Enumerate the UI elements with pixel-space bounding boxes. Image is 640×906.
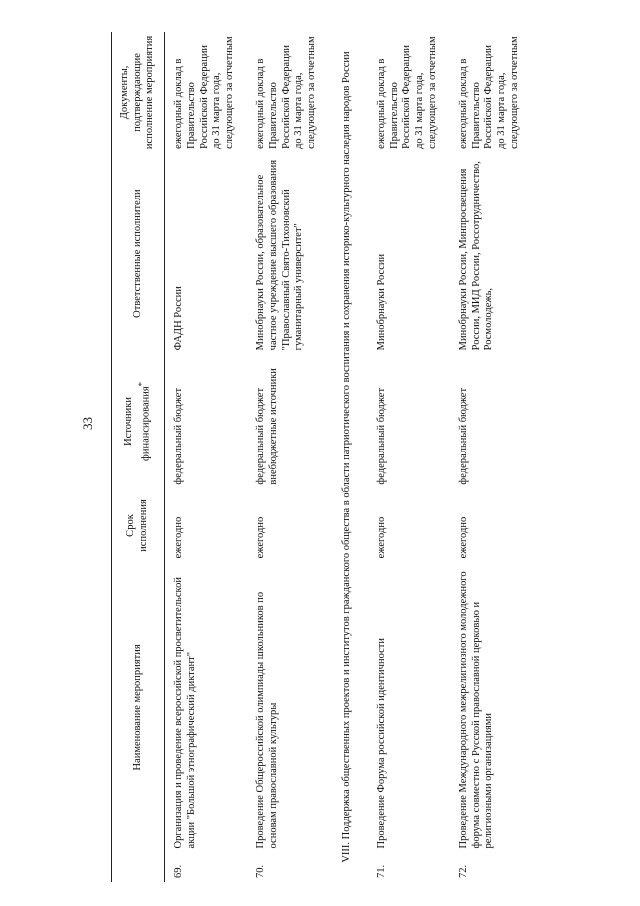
header-documents: Документы, подтверждающие исполнение мероприятия	[112, 32, 165, 153]
header-name: Наименование мероприятия	[112, 562, 165, 852]
row-number: 71.	[375, 864, 387, 878]
header-sources-label: Источники финансирования	[122, 386, 152, 461]
table-header-row	[112, 32, 165, 882]
table-row	[165, 32, 247, 882]
row-name: Проведение Форума российской идентичности	[375, 638, 387, 849]
section-title: VIII. Поддержка общественных проектов и институтов гражданского общества в области патриотического воспитания и сохранения историко-культурного наследия народов России	[340, 51, 352, 863]
row-term: ежегодно	[457, 516, 469, 559]
row-documents: ежегодный доклад в Правительство Российской Федерации до 31 марта года, следующего за отчетным	[457, 36, 520, 149]
row-executors: Минобрнауки России, Минпросвещения России, МИД России, Россотрудничество, Росмолодежь,	[457, 161, 495, 351]
row-sources: федеральный бюджет внебюджетные источники	[254, 368, 279, 485]
row-number: 69.	[173, 864, 184, 878]
header-sources-footnote-mark: *	[135, 381, 146, 387]
row-sources: федеральный бюджет	[375, 387, 387, 485]
table-row	[450, 32, 532, 882]
table-row	[247, 32, 329, 882]
section-row	[329, 32, 368, 882]
row-documents: ежегодный доклад в Правительство Российской Федерации до 31 марта года, следующего за отчетным	[173, 36, 236, 149]
row-name: Организация и проведение всероссийской просветительской акции "Большой этнографический диктант"	[173, 577, 197, 849]
row-number: 70.	[254, 864, 266, 878]
row-sources: федеральный бюджет	[457, 387, 469, 485]
row-term: ежегодно	[173, 516, 184, 559]
row-documents: ежегодный доклад в Правительство Российской Федерации до 31 марта года, следующего за отчетным	[375, 36, 438, 149]
row-executors: Минобрнауки России, образовательное частное учреждение высшего образования "Православный Свято-Тихоновский гуманитарный университет"	[254, 159, 305, 351]
row-executors: ФАДН России	[173, 286, 184, 351]
header-sources	[112, 354, 165, 488]
page-number: 33	[80, 417, 95, 430]
row-number: 72.	[457, 864, 469, 878]
row-name: Проведение Международного межрелигиозного молодежного форума совместно с Русской православной церковью и религиозными организациями	[457, 571, 495, 849]
header-term: Срок исполнения	[112, 489, 165, 563]
rotated-page	[111, 0, 640, 906]
row-name: Проведение Общероссийской олимпиады школьников по основам православной культуры	[254, 591, 279, 849]
row-executors: Минобрнауки России	[375, 253, 387, 351]
row-sources: федеральный бюджет	[173, 387, 184, 485]
row-term: ежегодно	[375, 516, 387, 559]
header-executors: Ответственные исполнители	[112, 153, 165, 354]
row-documents: ежегодный доклад в Правительство Российской Федерации до 31 марта года, следующего за отчетным	[254, 36, 318, 149]
header-number	[112, 852, 165, 882]
table-row	[368, 32, 450, 882]
measures-table	[111, 32, 532, 882]
row-term: ежегодно	[254, 516, 266, 559]
